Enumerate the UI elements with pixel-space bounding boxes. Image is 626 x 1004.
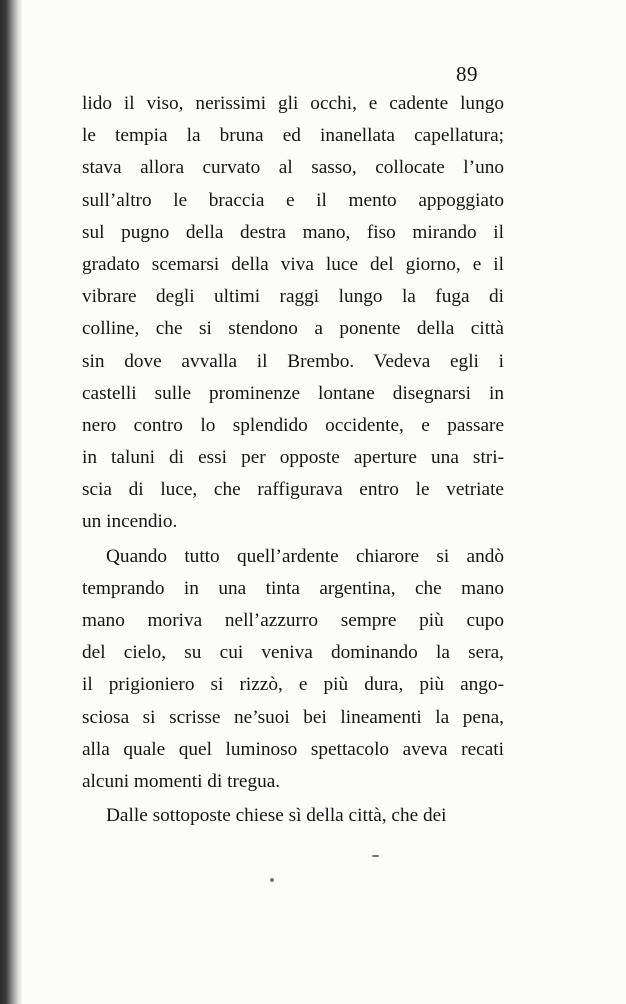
text-line: il prigioniero si rizzò, e più dura, più ango- — [82, 674, 504, 696]
text-line: un incendio. — [82, 511, 178, 533]
paragraph — [82, 800, 504, 832]
text-line: castelli sulle prominenze lontane disegnarsi in — [82, 382, 504, 404]
paper-speck — [372, 855, 379, 857]
text-line: le tempia la bruna ed inanellata capellatura; — [82, 125, 504, 147]
text-line: mano moriva nell’azzurro sempre più cupo — [82, 610, 504, 631]
paragraph — [82, 88, 504, 539]
text-line: sul pugno della destra mano, fiso mirando il — [82, 221, 504, 243]
page-number: 89 — [456, 62, 478, 86]
text-line: stava allora curvato al sasso, collocate l’uno — [82, 157, 504, 179]
text-line: Quando tutto quell’ardente chiarore si andò — [106, 545, 504, 567]
text-line: nero contro lo splendido occidente, e passare — [82, 414, 504, 436]
body-text — [82, 88, 504, 832]
text-line: alcuni momenti di tregua. — [82, 770, 281, 792]
text-line: sciosa si scrisse ne’suoi bei lineamenti la pena, — [82, 706, 504, 728]
paragraph — [82, 541, 504, 799]
page-binding-edge — [0, 0, 22, 1004]
text-line: sin dove avvalla il Brembo. Vedeva egli i — [82, 350, 504, 372]
text-line: colline, che si stendono a ponente della città — [82, 318, 504, 340]
text-line: scia di luce, che raffigurava entro le vetriate — [82, 479, 504, 501]
text-line: temprando in una tinta argentina, che mano — [82, 577, 504, 599]
text-line: vibrare degli ultimi raggi lungo la fuga di — [82, 286, 504, 308]
text-line: alla quale quel luminoso spettacolo aveva recati — [82, 738, 504, 760]
text-line: sull’altro le braccia e il mento appoggiato — [82, 189, 504, 211]
text-line: lido il viso, nerissimi gli occhi, e cadente lungo — [82, 93, 504, 114]
paper-speck — [270, 878, 274, 882]
text-line: Dalle sottoposte chiese sì della città, che dei — [106, 805, 447, 827]
text-line: gradato scemarsi della viva luce del giorno, e il — [82, 253, 504, 275]
text-line: del cielo, su cui veniva dominando la sera, — [82, 642, 504, 664]
text-line: in taluni di essi per opposte aperture una stri- — [82, 447, 504, 469]
